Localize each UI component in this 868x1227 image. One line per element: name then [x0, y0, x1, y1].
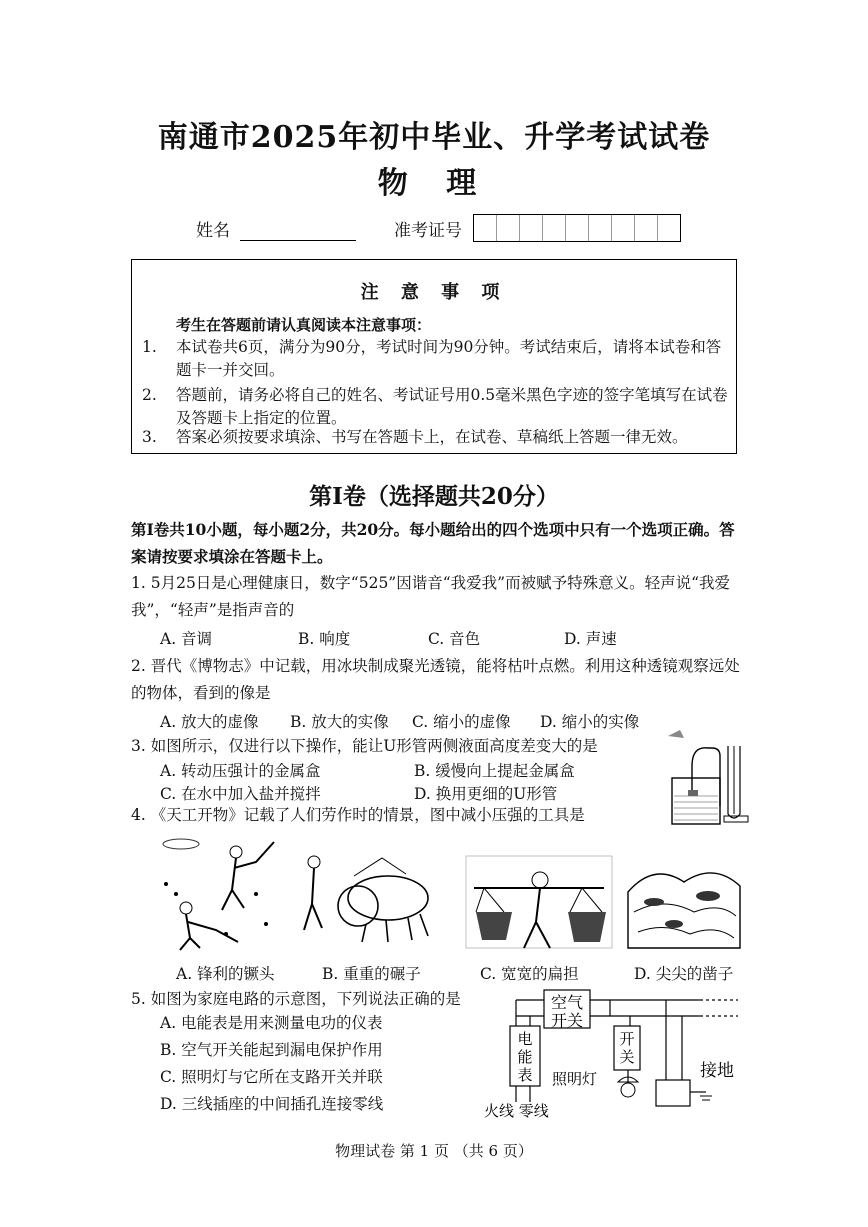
question-3-stem: 3. 如图所示，仅进行以下操作，能让U形管两侧液面高度差变大的是: [131, 737, 598, 755]
switch-char: 开: [619, 1030, 635, 1048]
id-box[interactable]: [497, 215, 520, 241]
q1-option-d[interactable]: D. 声速: [564, 630, 617, 648]
id-box[interactable]: [520, 215, 543, 241]
switch-char: 关: [619, 1048, 635, 1066]
meter-char: 能: [517, 1048, 533, 1066]
q2-option-c[interactable]: C. 缩小的虚像: [412, 713, 511, 731]
name-label: 姓名: [196, 221, 230, 241]
q3-option-b[interactable]: B. 缓慢向上提起金属盒: [414, 762, 575, 780]
meter-char: 表: [517, 1066, 533, 1084]
notice-item-number: 1.: [142, 338, 157, 356]
notice-box: [131, 259, 737, 454]
hoe-workers-figure: [156, 834, 281, 954]
question-2-stem: 2. 晋代《博物志》中记载，用冰块制成聚光透镜，能将枯叶点燃。利用这种透镜观察远处的物体，看到的像是: [131, 657, 740, 702]
notice-title: 注 意 事 项: [360, 282, 508, 303]
q1-option-a[interactable]: A. 音调: [160, 630, 213, 648]
meter-label: [517, 1030, 532, 1084]
q1-option-b[interactable]: B. 响度: [298, 630, 351, 648]
question-1-stem: 1. 5月25日是心理健康日，数字“525”因谐音“我爱我”而被赋予特殊意义。轻声说“我爱我”，“轻声”是指声音的: [131, 574, 731, 619]
name-line[interactable]: [240, 222, 356, 241]
home-circuit-figure: [480, 986, 742, 1122]
q4-option-b[interactable]: B. 重重的碾子: [322, 965, 421, 983]
q2-option-a[interactable]: A. 放大的虚像: [160, 713, 259, 731]
q5-option-a[interactable]: A. 电能表是用来测量电功的仪表: [160, 1014, 383, 1032]
section-title: 第Ⅰ卷（选择题共20分）: [309, 483, 559, 510]
meter-char: 电: [517, 1030, 533, 1048]
id-label: 准考证号: [394, 221, 462, 241]
q3-option-d[interactable]: D. 换用更细的U形管: [414, 785, 558, 803]
q2-option-d[interactable]: D. 缩小的实像: [540, 713, 640, 731]
q5-option-c[interactable]: C. 照明灯与它所在支路开关并联: [160, 1068, 383, 1086]
notice-item-text: 本试卷共6页，满分为90分，考试时间为90分钟。考试结束后，请将本试卷和答题卡一并交回。: [176, 338, 722, 379]
q4-option-c[interactable]: C. 宽宽的扁担: [480, 965, 579, 983]
notice-item: [142, 426, 732, 449]
carrying-pole-figure: [464, 852, 614, 952]
notice-intro: 考生在答题前请认真阅读本注意事项：: [176, 316, 432, 334]
id-number-grid[interactable]: [473, 214, 681, 242]
notice-item-text: 答案必须按要求填涂、书写在答题卡上，在试卷、草稿纸上答题一律无效。: [176, 428, 688, 446]
q5-option-d[interactable]: D. 三线插座的中间插孔连接零线: [160, 1095, 384, 1113]
notice-item-number: 3.: [142, 428, 157, 446]
notice-item-text: 答题前，请务必将自己的姓名、考试证号用0.5毫米黑色字迹的签字笔填写在试卷及答题卡上指定的位置。: [176, 386, 728, 427]
id-box[interactable]: [635, 215, 658, 241]
q4-option-a[interactable]: A. 锋利的镢头: [176, 965, 275, 983]
q1-option-c[interactable]: C. 音色: [428, 630, 481, 648]
id-box[interactable]: [589, 215, 612, 241]
question-5-stem: 5. 如图为家庭电路的示意图，下列说法正确的是: [131, 990, 461, 1008]
air-switch-label: [551, 993, 583, 1030]
notice-item: [142, 384, 732, 430]
id-box[interactable]: [612, 215, 635, 241]
q2-option-b[interactable]: B. 放大的实像: [290, 713, 389, 731]
id-box[interactable]: [566, 215, 589, 241]
q4-option-d[interactable]: D. 尖尖的凿子: [634, 965, 734, 983]
air-switch-line-1: 空气: [550, 993, 584, 1012]
ground-label: 接地: [700, 1061, 734, 1081]
q5-option-b[interactable]: B. 空气开关能起到漏电保护作用: [160, 1041, 383, 1059]
section-instructions: 第Ⅰ卷共10小题，每小题2分，共20分。每小题给出的四个选项中只有一个选项正确。答案请按要求填涂在答题卡上。: [131, 520, 735, 566]
live-neutral-label: 火线 零线: [484, 1102, 549, 1120]
air-switch-line-2: 开关: [550, 1011, 584, 1030]
stone-roller-figure: [296, 848, 436, 948]
chisel-figure: [624, 852, 744, 952]
exam-title: 南通市2025年初中毕业、升学考试试卷: [157, 120, 711, 155]
question-4-stem: 4. 《天工开物》记载了人们劳作时的情景，图中减小压强的工具是: [131, 806, 585, 824]
exam-subject: 物 理: [377, 166, 491, 201]
id-box[interactable]: [474, 215, 497, 241]
notice-item: [142, 336, 732, 382]
notice-item-number: 2.: [142, 386, 157, 404]
page-footer: 物理试卷 第 1 页 （共 6 页）: [335, 1142, 533, 1160]
name-field[interactable]: [196, 216, 356, 241]
id-box[interactable]: [543, 215, 566, 241]
switch-label: [619, 1030, 634, 1066]
lamp-label: 照明灯: [552, 1070, 598, 1088]
q3-option-a[interactable]: A. 转动压强计的金属盒: [160, 762, 321, 780]
q3-option-c[interactable]: C. 在水中加入盐并搅拌: [160, 785, 321, 803]
id-box[interactable]: [658, 215, 680, 241]
